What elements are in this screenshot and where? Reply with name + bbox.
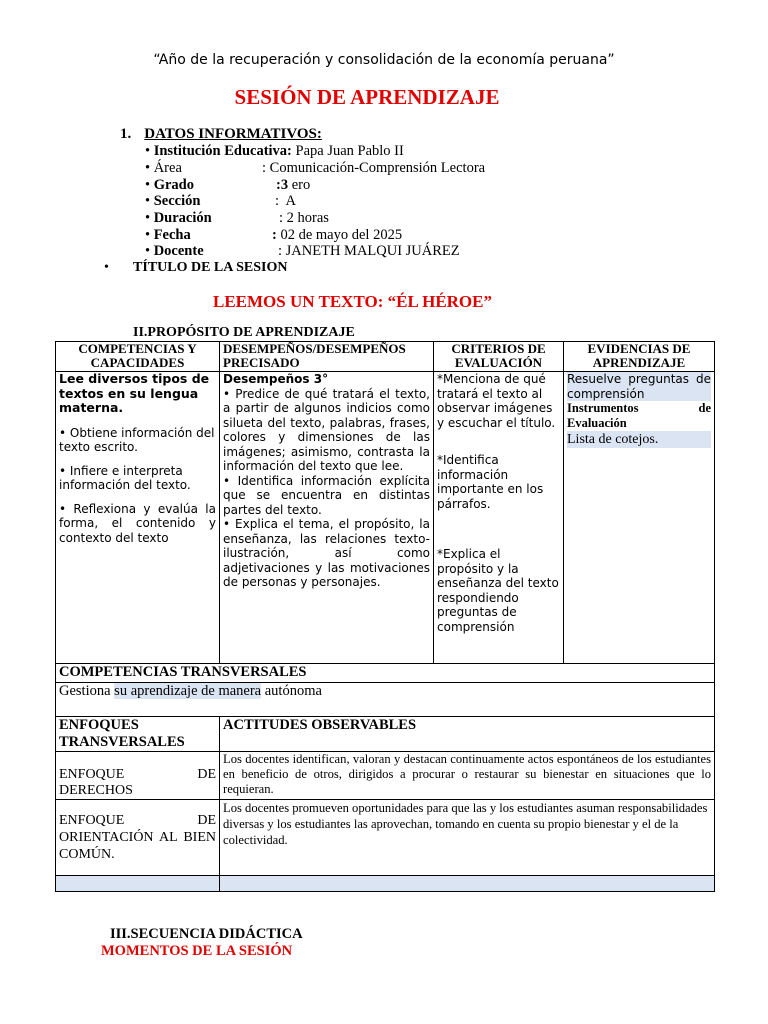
competencia-title: Lee diversos tipos de textos en su lengua materna. — [59, 371, 210, 415]
secuencia-heading: III.SECUENCIA DIDÁCTICA — [110, 926, 303, 942]
empty-cell — [220, 876, 715, 892]
header-competencias: COMPETENCIAS Y CAPACIDADES — [56, 342, 220, 372]
datos-heading — [120, 126, 322, 143]
header-desempenos: DESEMPEÑOS/DESEMPEÑOS PRECISADO — [220, 342, 434, 372]
table-body-row — [56, 372, 715, 664]
enfoques-heading: ENFOQUES TRANSVERSALES — [56, 717, 220, 752]
datos-item-fecha: • Fecha — [145, 227, 191, 243]
enfoque-row — [56, 800, 715, 876]
momentos-heading: MOMENTOS DE LA SESIÓN — [101, 943, 293, 959]
desempeno-item: • Explica el tema, el propósito, la enseñanza, las relaciones texto-ilustración, así como adjetivaciones y las motivaciones de personas y personajes. — [223, 517, 430, 589]
criterio-item: *Identifica información importante en los párrafos. — [437, 453, 544, 511]
evidencia-text: Resuelve preguntas de comprensión — [567, 372, 711, 401]
instrumentos-label: Instrumentos de Evaluación — [567, 401, 711, 430]
datos-value-fecha: : 02 de mayo del 2025 — [272, 227, 403, 243]
desempeno-item: • Identifica información explícita que se encuentra en distintas partes del texto. — [223, 473, 430, 517]
datos-item-seccion: • Sección — [145, 193, 201, 209]
competencias-cell — [56, 372, 220, 664]
main-title: SESIÓN DE APRENDIZAJE — [234, 85, 500, 109]
year-motto: “Año de la recuperación y consolidación de la economía peruana” — [153, 52, 615, 68]
enfoque-name: ENFOQUE DE ORIENTACIÓN AL BIEN COMÚN. — [56, 800, 220, 876]
actitudes-heading: ACTITUDES OBSERVABLES — [220, 717, 715, 752]
datos-item-docente: • Docente — [145, 243, 204, 259]
enfoque-text: Los docentes identifican, valoran y destacan continuamente actos espontáneos de los estudiantes en beneficio de otros, dirigidos a procurar o restaurar su bienestar en situaciones que lo requieran. — [220, 752, 715, 800]
transversales-row — [56, 683, 715, 717]
datos-value-grado: :3 ero — [276, 177, 311, 193]
header-criterios: CRITERIOS DE EVALUACIÓN — [434, 342, 564, 372]
enfoque-name: ENFOQUE DE DERECHOS — [56, 752, 220, 800]
capacidad-item: • Infiere e interpreta información del texto. — [59, 463, 191, 492]
enfoque-row — [56, 752, 715, 800]
instrumento-text: Lista de cotejos. — [567, 431, 711, 448]
enfoques-heading-row — [56, 717, 715, 752]
header-evidencias: EVIDENCIAS DE APRENDIZAJE — [564, 342, 715, 372]
desempenos-cell — [220, 372, 434, 664]
table-header-row — [56, 342, 715, 372]
criterio-item: *Explica el propósito y la enseñanza del texto respondiendo preguntas de comprensión — [437, 547, 559, 634]
capacidad-item: • Obtiene información del texto escrito. — [59, 425, 215, 454]
enfoque-text: Los docentes promueven oportunidades para que las y los estudiantes asuman responsabilidades diversas y los estudiantes las aprovechan, tomando en cuenta su propio bienestar y el de la colectividad. — [220, 800, 715, 876]
titulo-label: TÍTULO DE LA SESION — [133, 260, 288, 275]
datos-value-docente: : JANETH MALQUI JUÁREZ — [278, 243, 460, 259]
datos-value-duracion: : 2 horas — [279, 210, 329, 226]
empty-row — [56, 876, 715, 892]
criterios-cell — [434, 372, 564, 664]
criterio-item: *Menciona de qué tratará el texto al observar imágenes y escuchar el título. — [437, 372, 556, 430]
transversales-heading: COMPETENCIAS TRANSVERSALES — [56, 664, 715, 683]
empty-cell — [56, 876, 220, 892]
proposito-heading: II.PROPÓSITO DE APRENDIZAJE — [133, 325, 355, 340]
datos-value-area: : Comunicación-Comprensión Lectora — [262, 160, 486, 176]
titulo-label-bullet: • — [104, 260, 109, 275]
datos-item-institucion: • Institución Educativa: Papa Juan Pablo II — [145, 143, 404, 159]
transversales-heading-row — [56, 664, 715, 683]
desempeno-item: • Predice de qué tratará el texto, a partir de algunos indicios como silueta del texto, palabras, frases, colores y dimensiones de las imágenes; asimismo, contrasta la información del texto que lee. — [223, 386, 430, 473]
session-title: LEEMOS UN TEXTO: “ÉL HÉROE” — [213, 292, 492, 311]
datos-item-area: • Área — [145, 160, 182, 176]
datos-heading-text: DATOS INFORMATIVOS: — [144, 126, 322, 142]
datos-number: 1. — [120, 126, 132, 142]
datos-value-seccion: : A — [275, 193, 296, 209]
datos-item-grado: • Grado — [145, 177, 194, 193]
evidencias-cell — [564, 372, 715, 664]
desempenos-title: Desempeños 3° — [223, 372, 329, 386]
learning-table — [55, 341, 715, 892]
capacidad-item: • Reflexiona y evalúa la forma, el contenido y contexto del texto — [59, 501, 216, 545]
transversal-text: Gestiona su aprendizaje de manera autónoma — [56, 683, 715, 717]
datos-item-duracion: • Duración — [145, 210, 212, 226]
